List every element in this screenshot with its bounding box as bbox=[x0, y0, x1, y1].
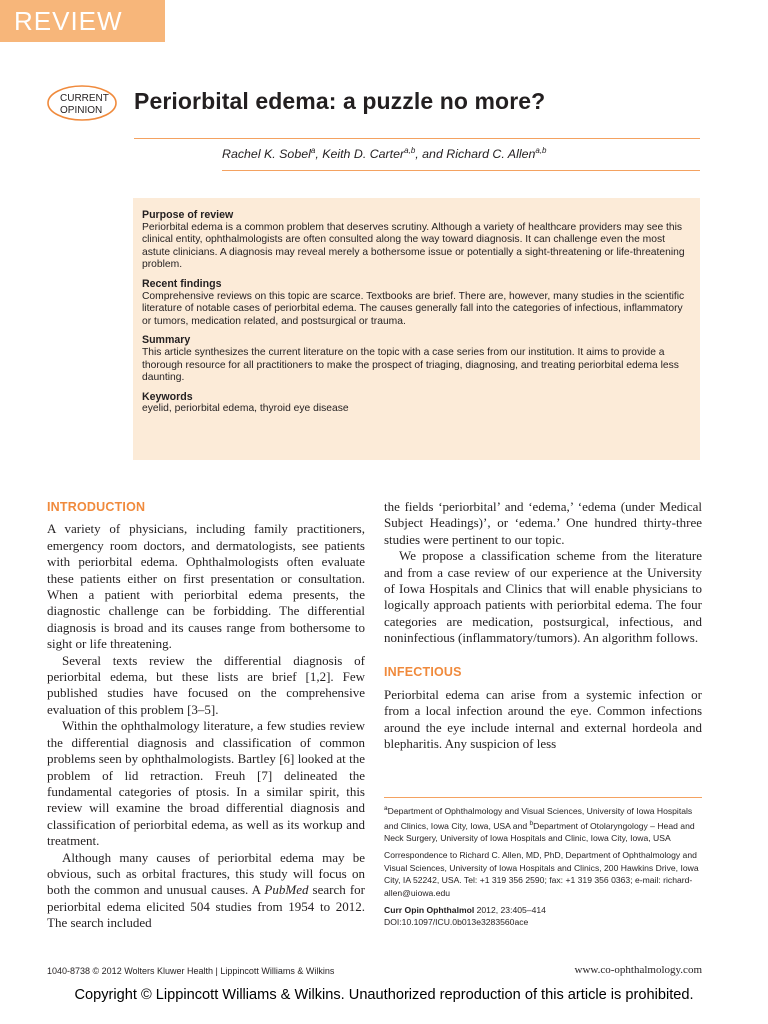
citation-volume: 2012, 23:405–414 bbox=[474, 904, 546, 915]
affiliation-mark: a bbox=[384, 805, 388, 812]
logo-line2: OPINION bbox=[60, 105, 103, 116]
body-paragraph: Periorbital edema can arise from a systemic infection or from a local infection around the eye. Common infections around the eye include internal and external hordeola and blepharitis. Any suspicion of less bbox=[384, 687, 702, 752]
author-separator: , bbox=[315, 147, 323, 162]
keywords-text: eyelid, periorbital edema, thyroid eye disease bbox=[142, 403, 349, 415]
affiliations-text bbox=[384, 803, 704, 845]
body-text: Although many causes of periorbital edema may be obvious, such as orbital fractures, this study will focus on both the common and unusual causes. A bbox=[47, 849, 365, 898]
logo-line1: CURRENT bbox=[60, 93, 109, 104]
body-paragraph bbox=[47, 850, 365, 932]
affiliations-block bbox=[384, 803, 704, 933]
author-affiliation-mark: a bbox=[310, 146, 316, 155]
article-title: Periorbital edema: a puzzle no more? bbox=[134, 88, 546, 114]
infectious-heading: INFECTIOUS bbox=[384, 664, 462, 679]
author-name: Rachel K. Sobel bbox=[222, 147, 311, 162]
left-column bbox=[47, 499, 365, 932]
journal-name: Curr Opin Ophthalmol bbox=[384, 904, 475, 915]
affiliation-b: Department of Otolaryngology – Head and Neck Surgery, University of Iowa Hospitals and Clinic, Iowa City, Iowa, USA bbox=[384, 820, 695, 844]
footer-issn: 1040-8738 © 2012 Wolters Kluwer Health | Lippincott Williams & Wilkins bbox=[47, 966, 335, 976]
findings-text: Comprehensive reviews on this topic are scarce. Textbooks are brief. There are, however, many studies in the scientific literature of notable cases of periorbital edema. The causes generally fall into the categories of infectious, inflammatory or tumors, medication related, and postsurgical or trauma. bbox=[142, 290, 685, 327]
affiliation-mark: b bbox=[529, 819, 534, 827]
current-opinion-logo bbox=[46, 84, 118, 122]
right-column bbox=[384, 499, 702, 753]
body-text: search for periorbital edema elicited 504 studies from 1954 to 2012. The search included bbox=[47, 882, 365, 931]
footer-journal-url[interactable]: www.co-ophthalmology.com bbox=[574, 964, 702, 976]
author-name: Keith D. Carter bbox=[322, 147, 405, 162]
author-affiliation-mark: a,b bbox=[404, 146, 416, 155]
affiliation-a: Department of Ophthalmology and Visual Sciences, University of Iowa Hospitals and Clinics, Iowa City, Iowa, USA and bbox=[384, 805, 693, 831]
correspondence-text: Correspondence to Richard C. Allen, MD, PhD, Department of Ophthalmology and Visual Sciences, University of Iowa Hospitals and Clinics, 200 Hawkins Drive, Iowa City, IA 52242, USA. Tel: +1 319 356 2590; fax: +1 319 356 0363; e-mail: richard-allen@uiowa.edu bbox=[384, 849, 699, 898]
summary-heading: Summary bbox=[142, 334, 191, 347]
author-name: Richard C. Allen bbox=[446, 147, 536, 162]
body-paragraph: We propose a classification scheme from the literature and from a case review of our experience at the University of Iowa Hospitals and Clinics that will enable physicians to logically approach patients with periorbital edema. The four categories are medication, postsurgical, infectious, and noninfectious (inflammatory/tumors). An algorithm follows. bbox=[384, 548, 702, 646]
abstract-box bbox=[133, 198, 700, 460]
title-divider bbox=[134, 138, 700, 139]
author-affiliation-mark: a,b bbox=[535, 146, 547, 155]
introduction-heading: INTRODUCTION bbox=[47, 500, 146, 514]
pubmed-term: PubMed bbox=[264, 882, 309, 898]
body-paragraph: Several texts review the differential diagnosis of periorbital edema, but these lists are brief [1,2]. Few published studies have focused on the comprehensive evaluation of this problem [3–5]. bbox=[47, 652, 365, 717]
citation-line bbox=[384, 904, 704, 929]
authors-divider bbox=[222, 170, 700, 171]
author-separator: , and bbox=[415, 147, 447, 162]
affiliations-divider bbox=[384, 797, 702, 798]
author-line bbox=[222, 146, 702, 161]
body-paragraph: A variety of physicians, including family practitioners, emergency room doctors, and dermatologists, see patients with periorbital edema. Ophthalmologists often evaluate these patients either on first presentation or consultation. When a patient with periorbital edema presents, the diagnostic challenge can be forbidding. The differential diagnosis is broad and its causes range from bothersome to sight or life threatening. bbox=[47, 521, 365, 652]
section-tab: REVIEW bbox=[0, 0, 165, 42]
purpose-text: Periorbital edema is a common problem that deserves scrutiny. Although a variety of healthcare providers may see this clinical entity, ophthalmologists are often consulted along the way toward diagnosis. It can challenge even the most astute clinicians. A diagnosis may reveal merely a bothersome issue or potentially a sight-threatening or life-threatening problem. bbox=[142, 221, 685, 271]
body-paragraph: Within the ophthalmology literature, a few studies review the differential diagnosis and classification of common problems seen by ophthalmologists. Bartley [6] looked at the problem of lid retraction. Freuh [7] delineated the fundamental categories of ptosis. In a similar spirit, this review will examine the broad differential diagnosis and classification of periorbital edema, as well as its workup and treatment. bbox=[47, 718, 365, 849]
copyright-notice: Copyright © Lippincott Williams & Wilkins. Unauthorized reproduction of this article is prohibited. bbox=[74, 987, 694, 1003]
summary-text: This article synthesizes the current literature on the topic with a case series from our institution. It aims to provide a thorough resource for all practitioners to make the prospect of triaging, diagnosing, and treating periorbital edema less daunting. bbox=[142, 346, 679, 384]
purpose-heading: Purpose of review bbox=[142, 209, 234, 221]
keywords-heading: Keywords bbox=[142, 390, 193, 403]
findings-heading: Recent findings bbox=[142, 277, 222, 290]
body-paragraph: the fields ‘periorbital’ and ‘edema,’ ‘edema (under Medical Subject Headings)’, or ‘edema.’ One hundred thirty-three studies were pertinent to our topic. bbox=[384, 499, 702, 547]
doi-text: DOI:10.1097/ICU.0b013e3283560ace bbox=[384, 917, 529, 928]
